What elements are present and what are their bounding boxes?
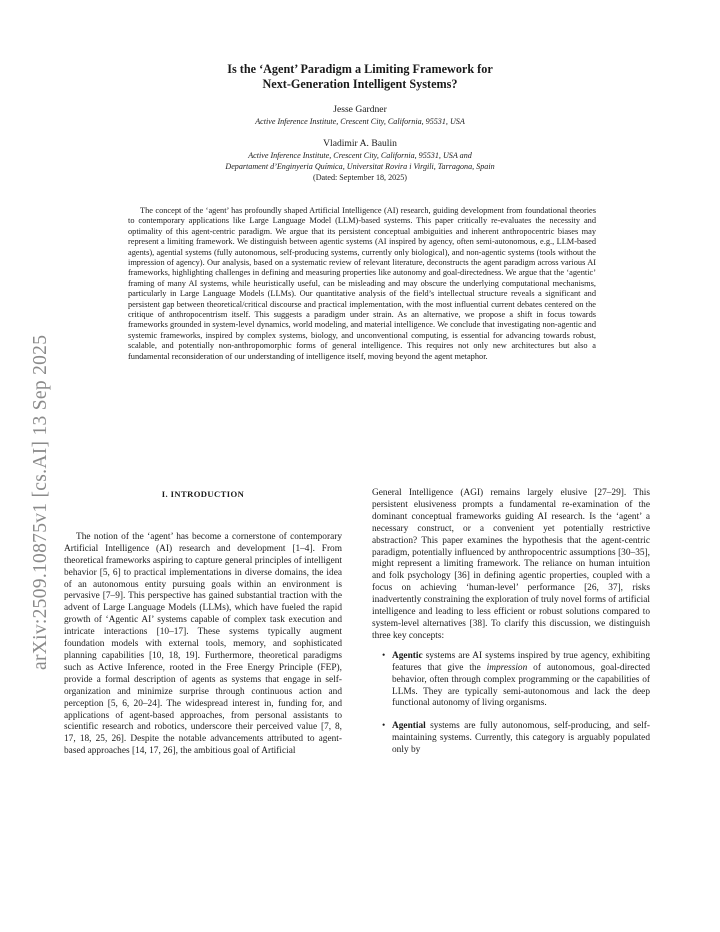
paper-header [120,62,600,183]
left-column [64,488,342,758]
paper-title [120,62,600,92]
bullet-text-agential: systems are fully autonomous, self-producing, and self-maintaining systems. Currently, this category is arguably populated only by [392,721,650,756]
bullet-term-agential: Agential [392,721,426,732]
abstract: The concept of the ‘agent’ has profoundly shaped Artificial Intelligence (AI) research, guiding development from foundational theories to contemporary applications like Large Language Model (LLM)-based systems. This paper critically re-evaluates the necessity and optimality of this agent-centric paradigm. We argue that its persistent conceptual ambiguities and inherent anthropocentric biases may represent a limiting framework. We distinguish between agentic systems (AI inspired by agency, often semi-autonomous, e.g., LLM-based agents), agential systems (fully autonomous, self-producing systems, currently only biological), and non-agentic systems (tools without the impression of agency). Our analysis, based on a systematic review of relevant literature, deconstructs the agent paradigm across various AI frameworks, highlighting challenges in defining and measuring properties like autonomy and goal-directedness. We argue that the ‘agentic’ framing of many AI systems, while heuristically useful, can be misleading and may obscure the underlying computational mechanisms, particularly in Large Language Models (LLMs). Our quantitative analysis of the field’s intellectual structure reveals a significant and persistent gap between theoretical/critical discourse and practical implementation, with the most influential current debates centered on the critique of anthropocentrism itself. This suggests a paradigm under strain. As an alternative, we propose a shift in focus towards frameworks grounded in system-level dynamics, world modeling, and material intelligence. We conclude that investigating non-agentic and systemic frameworks, inspired by complex systems, biology, and unconventional computing, is essential for advancing towards robust, scalable, and potentially non-anthropomorphic forms of general intelligence. This requires not only new architectures but also a fundamental reconsideration of our understanding of intelligence itself, moving beyond the agent metaphor. [128,206,596,361]
right-column [372,488,650,768]
title-line-1: Is the ‘Agent’ Paradigm a Limiting Framework for [227,62,493,76]
bullet-term-agentic: Agentic [392,650,423,661]
key-concepts-list [372,651,650,757]
list-item-agentic [392,651,650,711]
author-1-affiliation: Active Inference Institute, Crescent City, California, 95531, USA [255,117,465,126]
section-heading-introduction: I. INTRODUCTION [161,489,245,499]
dated-line: (Dated: September 18, 2025) [313,173,407,182]
author-2-affiliation-line-1: Active Inference Institute, Crescent City, California, 95531, USA and [248,151,472,160]
author-2-affiliation-line-2: Departament d’Enginyeria Química, Universitat Rovira i Virgili, Tarragona, Spain [225,162,495,171]
bullet-text-agentic-a: systems are AI systems inspired by true agency, exhibiting features that give the [392,650,650,673]
right-column-paragraph: General Intelligence (AGI) remains largely elusive [27–29]. This persistent elusiveness prompts a fundamental re-examination of the dominant conceptual frameworks guiding AI research. Is the ‘agent’ a necessary construct, or a convenient yet potentially restrictive abstraction? This paper examines the hypothesis that the agent-centric paradigm, potentially influenced by anthropocentric assumptions [30–35], might represent a limiting framework. The reliance on human intuition and folk psychology [36] in defining agentic properties, coupled with a focus on achieving ‘human-level’ performance [26, 37], risks inadvertently constraining the exploration of truly novel forms of artificial intelligence and leading to less efficient or robust solutions compared to system-level alternatives [38]. To clarify this discussion, we distinguish three key concepts: [372,488,650,641]
bullet-italic-impression: impression [486,662,528,673]
intro-paragraph: The notion of the ‘agent’ has become a cornerstone of contemporary Artificial Intelligence (AI) research and development [1–4]. From theoretical frameworks aspiring to capture general principles of intelligent behavior [5, 6] to practical implementations in diverse domains, the idea of an autonomous entity pursuing goals within an environment is pervasive [7–9]. This perspective has gained substantial traction with the advent of Large Language Models (LLMs), which have fueled the rapid growth of ‘Agentic AI’ systems capable of complex task execution and intricate interactions [10–17]. These systems typically augment foundation models with external tools, memory, and sophisticated planning capabilities [10, 18, 19]. Furthermore, theoretical paradigms such as Active Inference, rooted in the Free Energy Principle (FEP), provide a formal description of agents as systems that engage in self-organization and minimize surprise through continuous action and perception [5, 6, 20–24]. The widespread interest in, funding for, and applications of agent-based approaches, from personal assistants to scientific research and robotics, underscore their perceived value [7, 8, 17, 18, 25, 26]. Despite the notable advancements attributed to agent-based approaches [14, 17, 26], the ambitious goal of Artificial [64,531,342,757]
title-line-2: Next-Generation Intelligent Systems? [262,77,458,91]
arxiv-identifier-text: arXiv:2509.10875v1 [cs.AI] 13 Sep 2025 [30,334,51,670]
list-item-agential [392,721,650,757]
bullet-text-agentic-b: of autonomous, goal-directed behavior, often through complex programming or the capabilities of LLMs. They are typically semi-autonomous and lack the deep functional autonomy of living organisms. [392,662,651,709]
author-2-name: Vladimir A. Baulin [323,138,397,149]
author-1-name: Jesse Gardner [333,104,387,115]
